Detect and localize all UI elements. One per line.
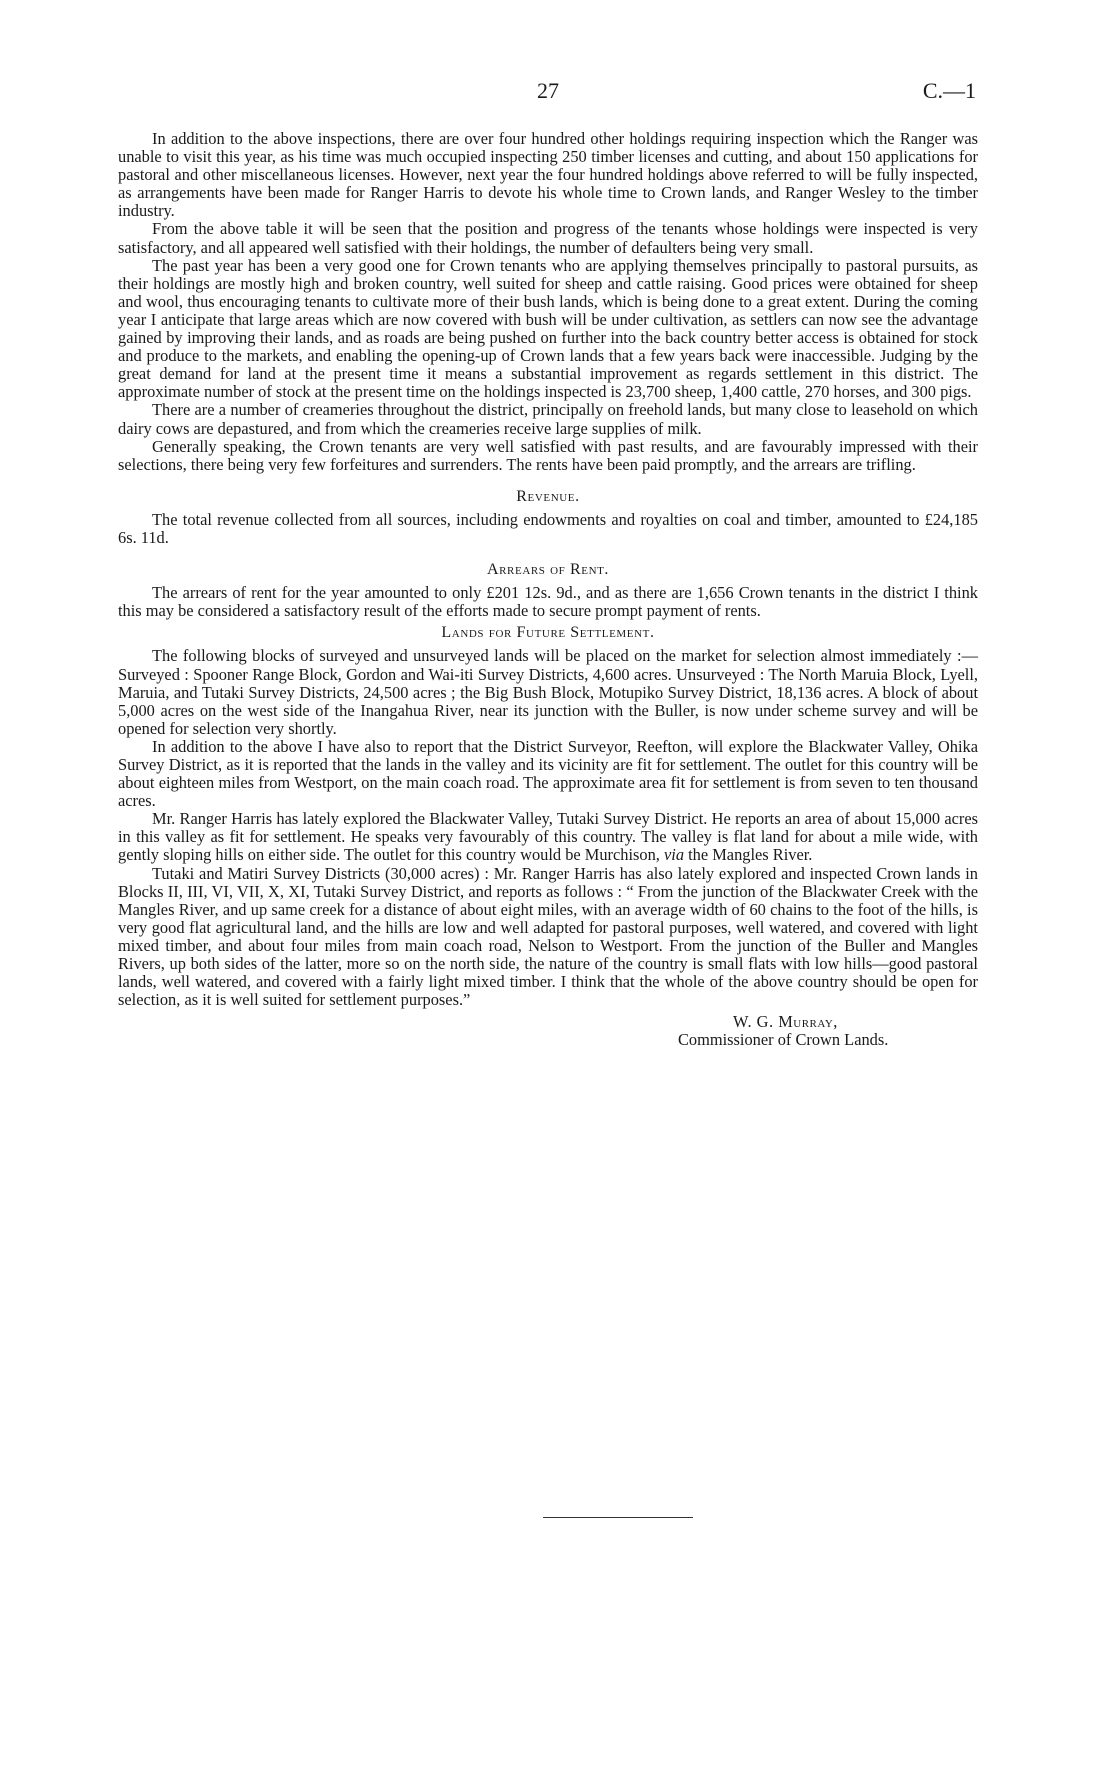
- paragraph-revenue: The total revenue collected from all sources, including endowments and royalties on coal and timber, amounted to £24,185 6s. 11d.: [118, 509, 978, 547]
- report-text-after: the Mangles River.: [684, 845, 813, 865]
- paragraph-general: Generally speaking, the Crown tenants are very well satisfied with past results, and are favourably impressed with their selections, there being very few forfeitures and surrenders. The rents have been paid promptly, and the arrears are trifling.: [118, 436, 978, 474]
- signatory-title: Commissioner of Crown Lands.: [678, 1030, 889, 1050]
- signatory-name: W. G. Murray,: [733, 1012, 838, 1032]
- closing-rule: [543, 1517, 693, 1518]
- section-heading-arrears: Arrears of Rent.: [486, 561, 610, 579]
- report-text-via: via: [663, 845, 685, 865]
- document-code: C.—1: [922, 78, 976, 103]
- paragraph-tutaki-matiri: Tutaki and Matiri Survey Districts (30,000 acres) : Mr. Ranger Harris has also lately explored and inspected Crown lands in Blocks II, III, VI, VII, X, XI, Tutaki Survey District, and reports as follows : “ From the junction of the Blackwater Creek with the Mangles River, and up same creek for a distance of about eight miles, with an average width of 60 chains to the foot of the hills, is very good flat agricultural land, and the hills are low and well adapted for pastoral purposes, well watered, and covered with light mixed timber, and about four miles from main coach road, Nelson to Westport. From the junction of the Buller and Mangles Rivers, up both sides of the latter, more so on the north side, the nature of the country is small flats with low hills—good pastoral lands, well watered, and covered with a fairly light mixed timber. I think that the whole of the above country should be open for selection, as it is well suited for settlement purposes.”: [118, 863, 978, 1010]
- document-body: [118, 130, 978, 1050]
- paragraph-inspections: In addition to the above inspections, there are over four hundred other holdings requiring inspection which the Ranger was unable to visit this year, as his time was much occupied inspecting 250 timber licenses and cutting, and about 150 applications for pastoral and other miscellaneous licenses. However, next year the four hundred holdings above referred to will be fully inspected, as arrangements have been made for Ranger Harris to devote his whole time to Crown lands, and Ranger Wesley to the timber industry.: [118, 129, 978, 221]
- section-heading-revenue: Revenue.: [516, 487, 580, 505]
- paragraph-blackwater-valley: In addition to the above I have also to report that the District Surveyor, Reefton, will explore the Blackwater Valley, Ohika Survey District, as it is reported that the lands in the valley and its vicinity are fit for settlement. The outlet for this country will be about eighteen miles from Westport, on the main coach road. The approximate area fit for settlement is from seven to ten thousand acres.: [118, 736, 978, 811]
- paragraph-ranger-harris-report: [118, 810, 978, 864]
- paragraph-blocks-for-selection: The following blocks of surveyed and unsurveyed lands will be placed on the market for selection almost immediately :—Surveyed : Spooner Range Block, Gordon and Wai-iti Survey Districts, 4,600 acres. Unsurveyed : The North Maruia Block, Lyell, Maruia, and Tutaki Survey Districts, 24,500 acres ; the Big Bush Block, Motupiko Survey District, 18,136 acres. A block of about 5,000 acres on the west side of the Inangahua River, near its junction with the Buller, is now under scheme survey and will be opened for selection very shortly.: [118, 646, 978, 738]
- paragraph-past-year: The past year has been a very good one for Crown tenants who are applying themselves principally to pastoral pursuits, as their holdings are mostly high and broken country, well suited for sheep and cattle raising. Good prices were obtained for sheep and wool, thus encouraging tenants to cultivate more of their bush lands, which is being done to a great extent. During the coming year I anticipate that large areas which are now covered with bush will be under cultivation, as settlers can now see the advantage gained by improving their lands, and as roads are being pushed on further into the back country better access is obtained for stock and produce to the markets, and enabling the opening-up of Crown lands that a few years back were inaccessible. Judging by the great demand for land at the present time it means a substantial improvement as regards settlement in this district. The approximate number of stock at the present time on the holdings inspected is 23,700 sheep, 1,400 cattle, 270 horses, and 300 pigs.: [118, 255, 978, 402]
- paragraph-creameries: There are a number of creameries throughout the district, principally on freehold lands, but many close to leasehold on which dairy cows are depastured, and from which the creameries receive large supplies of milk.: [118, 400, 978, 438]
- report-text-before: Mr. Ranger Harris has lately explored the Blackwater Valley, Tutaki Survey District. He reports an area of about 15,000 acres in this valley as fit for settlement. He speaks very favourably of this country. The valley is flat land for about a mile wide, with gently sloping hills on either side. The outlet for this country would be Murchison,: [118, 809, 978, 865]
- paragraph-arrears: The arrears of rent for the year amounted to only £201 12s. 9d., and as there are 1,656 Crown tenants in the district I think this may be considered a satisfactory result of the efforts made to secure prompt payment of rents.: [118, 583, 978, 621]
- section-heading-future-settlement: Lands for Future Settlement.: [441, 624, 655, 642]
- page-number: 27: [537, 78, 559, 103]
- page-header: [118, 78, 978, 108]
- signature-block: [118, 1013, 978, 1049]
- paragraph-tenant-progress: From the above table it will be seen that the position and progress of the tenants whose holdings were inspected is very satisfactory, and all appeared well satisfied with their holdings, the number of defaulters being very small.: [118, 219, 978, 257]
